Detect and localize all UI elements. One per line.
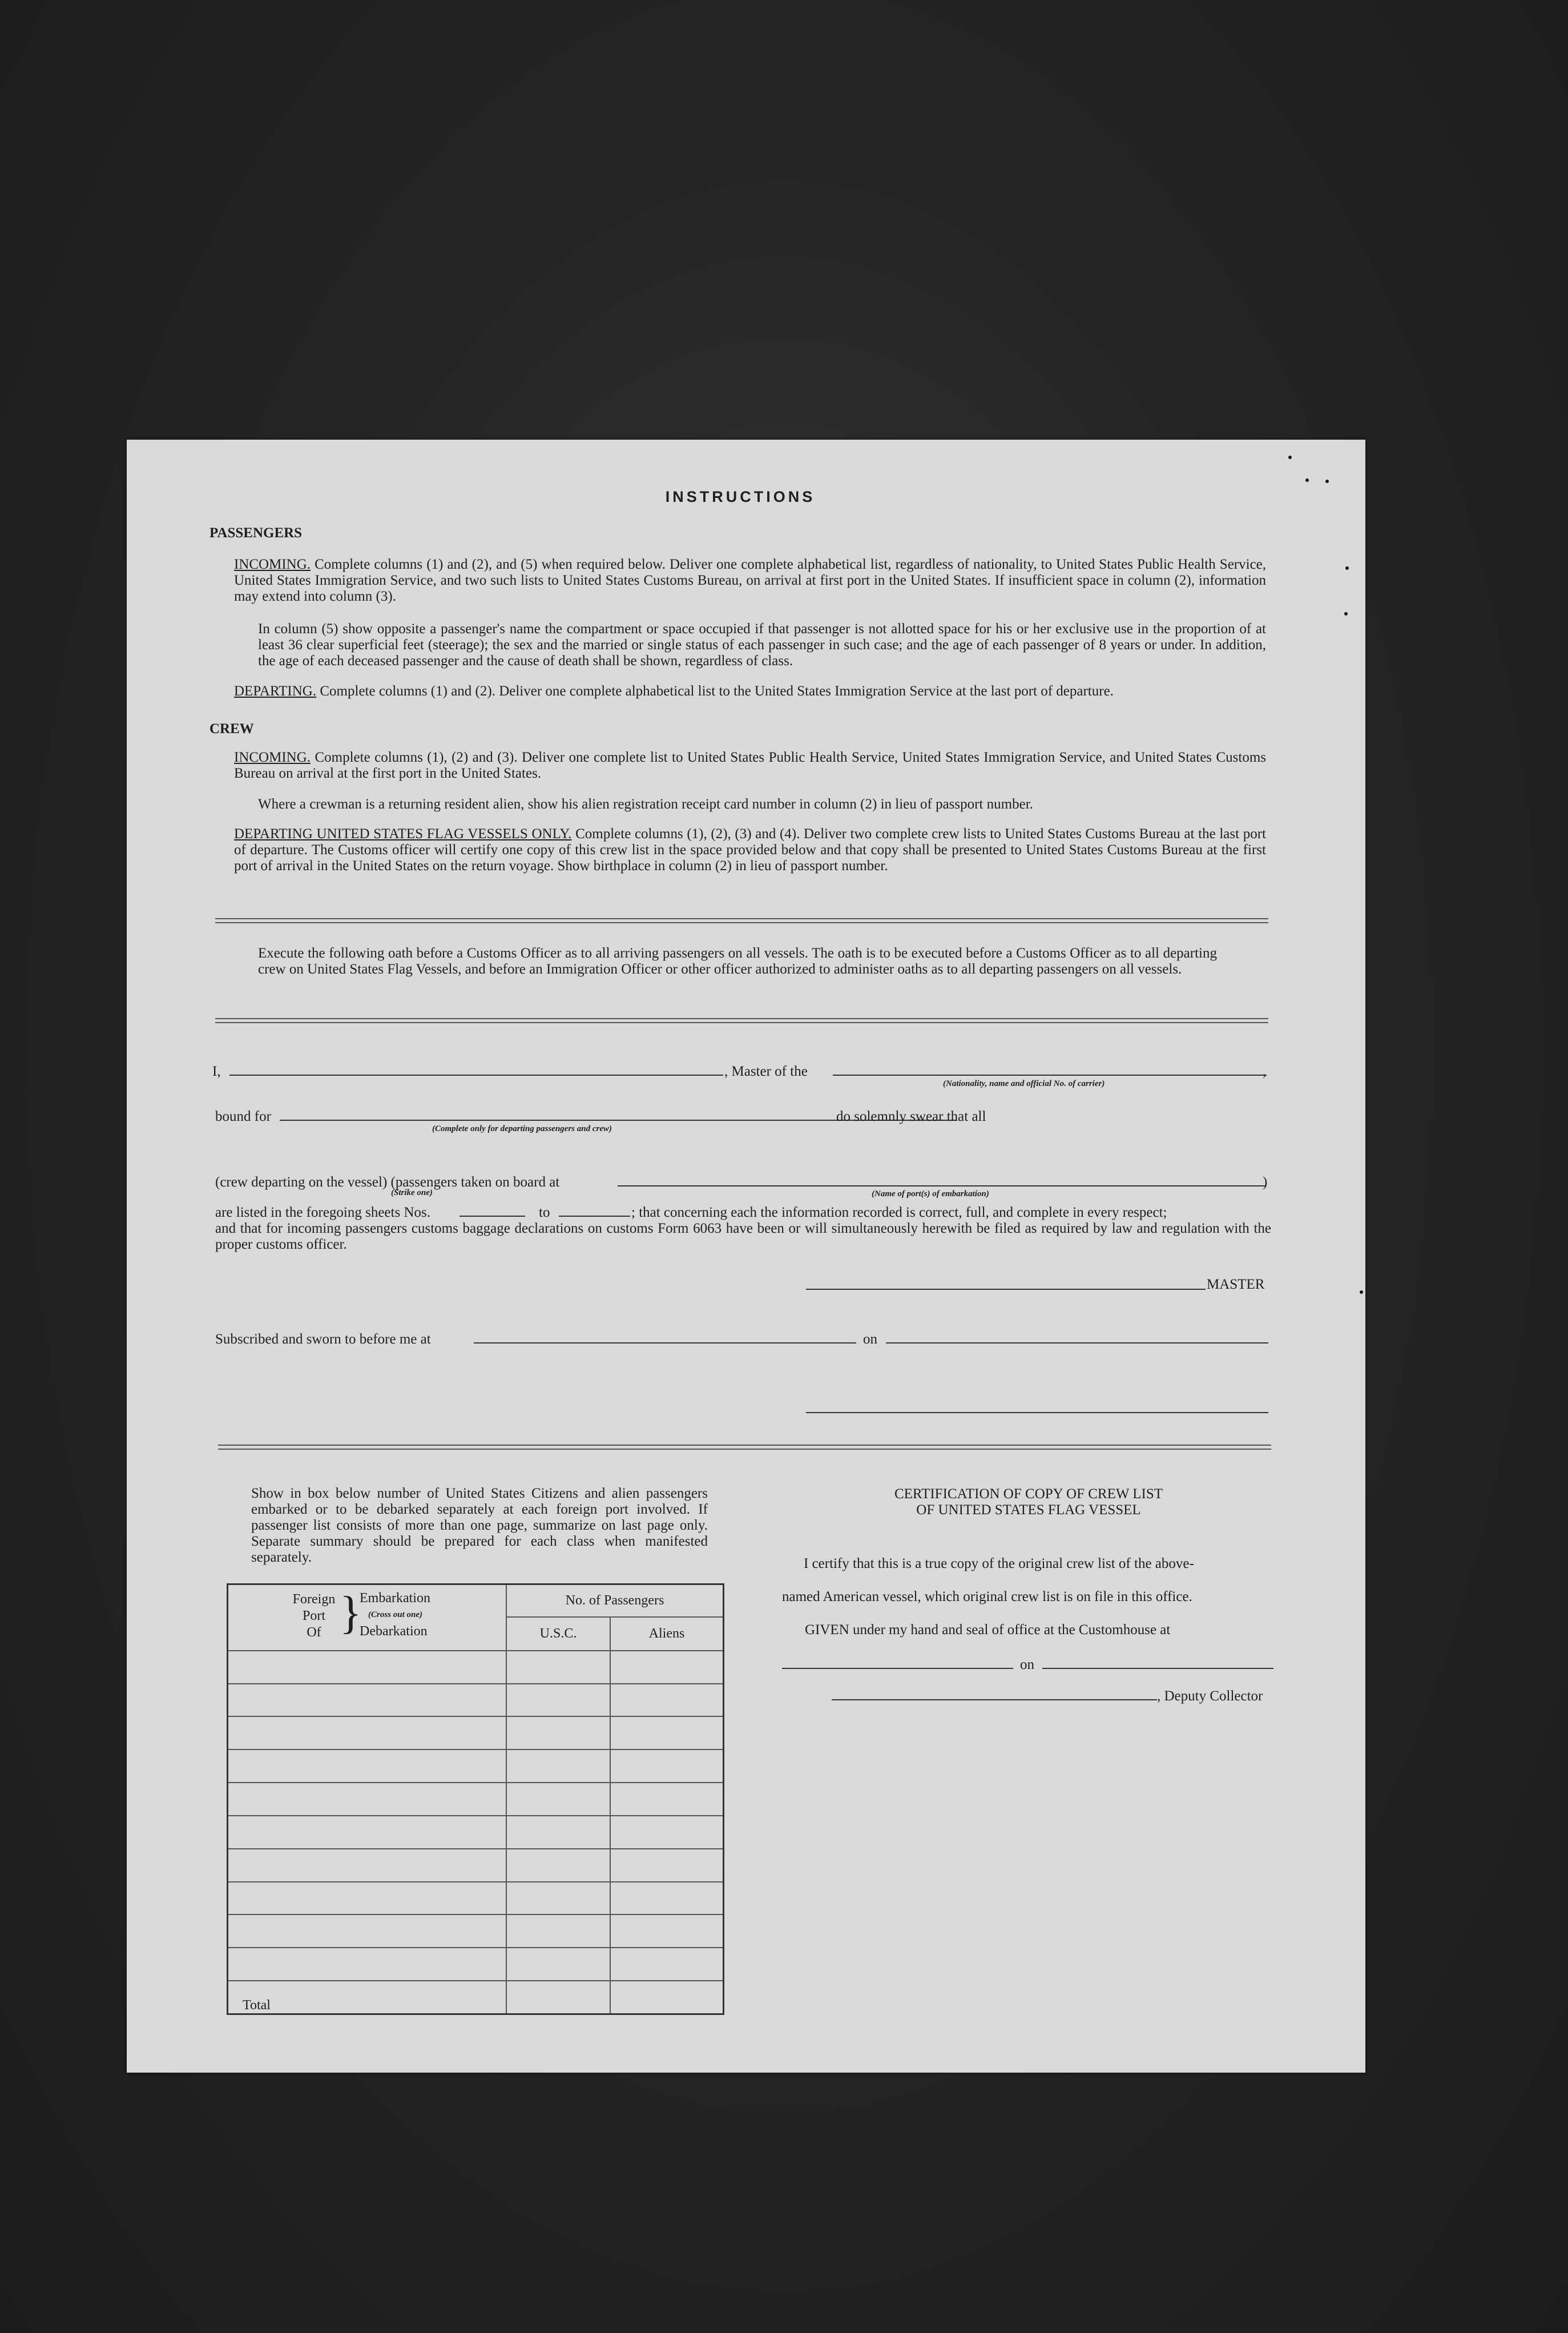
aliens-cell[interactable] [610,1816,724,1849]
crew-incoming-paragraph [234,750,1266,782]
port-cell[interactable] [228,1948,507,1981]
port-cell[interactable] [228,1684,507,1717]
officer-signature-field[interactable] [806,1412,1268,1413]
certification-title [823,1486,1234,1518]
aliens-cell[interactable] [610,1783,724,1816]
given-text: GIVEN under my hand and seal of office at the Customhouse at [805,1622,1171,1638]
passenger-summary-table [227,1583,724,2015]
divider-1 [215,918,1268,923]
sheet-to-field[interactable] [559,1216,630,1217]
master-label: MASTER [1207,1277,1265,1292]
master-name-field[interactable] [229,1075,723,1076]
sheets-label: are listed in the foregoing sheets Nos. [215,1205,430,1220]
bound-for-label: bound for [215,1109,271,1124]
usc-cell[interactable] [506,1816,610,1849]
passengers-departing-paragraph [234,683,1266,699]
master-signature-field[interactable] [806,1289,1206,1290]
crew-departing-paragraph [234,826,1266,874]
crew-resident-paragraph: Where a crewman is a returning resident alien, show his alien registration receipt card number in column (2) in lieu of passport number. [258,797,1033,812]
crew-choice-label: (crew departing on the vessel) (passengers taken on board at [215,1174,560,1190]
usc-cell[interactable] [506,1849,610,1882]
total-label: Total [228,1981,507,2014]
carrier-field[interactable] [833,1075,1267,1076]
ports-hint: (Name of port(s) of embarkation) [872,1189,989,1198]
port-cell[interactable] [228,1816,507,1849]
aliens-cell[interactable] [610,1948,724,1981]
certification-date-field[interactable] [1042,1668,1273,1669]
subscribed-label: Subscribed and sworn to before me at [215,1332,431,1347]
embarkation-label: Embarkation [360,1590,430,1606]
oath-i-label: I, [212,1064,221,1079]
aliens-header: Aliens [610,1617,724,1651]
passengers-incoming-text: Complete columns (1) and (2), and (5) when required below. Deliver one complete alphabetical list, regardless of nationality, to United States Public Health Service, United States Immigration Service, and two such lists to United States Customs Bureau, on arrival at first port in the United States. If insufficient space in column (2), information may extend into column (3). [234,557,1267,604]
usc-cell[interactable] [506,1749,610,1783]
carrier-hint: (Nationality, name and official No. of carrier) [943,1079,1105,1088]
customhouse-field[interactable] [782,1668,1013,1669]
deputy-collector-label: , Deputy Collector [1157,1688,1263,1704]
crew-incoming-text: Complete columns (1), (2) and (3). Deliver one complete list to United States Public Health Service, United States Immigration Service, and United States Customs Bureau on arrival at the first port in the United States. [234,750,1266,781]
usc-cell[interactable] [506,1882,610,1915]
port-cell[interactable] [228,1914,507,1948]
foreign-label: Foreign [292,1591,336,1607]
aliens-cell[interactable] [610,1914,724,1948]
aliens-cell[interactable] [610,1684,724,1717]
certification-title-line1: CERTIFICATION OF COPY OF CREW LIST [894,1486,1163,1502]
cross-out-hint: (Cross out one) [368,1610,423,1619]
embarkation-ports-field[interactable] [618,1185,1266,1186]
strike-one-hint: (Strike one) [391,1188,433,1197]
crew-departing-label: DEPARTING UNITED STATES FLAG VESSELS ONLY. [234,826,572,842]
sworn-date-field[interactable] [886,1342,1268,1344]
passengers-incoming-paragraph [234,557,1266,605]
usc-cell[interactable] [506,1914,610,1948]
aliens-cell[interactable] [610,1749,724,1783]
certification-on-label: on [1020,1657,1034,1672]
summary-instruction: Show in box below number of United States Citizens and alien passengers embarked or to be debarked separately at each foreign port involved. If passenger list consists of more than one page, summarize on last page only. Separate summary should be prepared for each class when manifested separately. [251,1486,708,1565]
sheets-text: ; that concerning each the information recorded is correct, full, and complete in every respect; [631,1205,1167,1220]
oath-instruction: Execute the following oath before a Customs Officer as to all arriving passengers on all vessels. The oath is to be executed before a Customs Officer as to all departing crew on United States Flag Vessels, and before an Immigration Officer or other officer authorized to administer oaths as to all departing passengers on all vessels. [258,946,1217,977]
aliens-cell[interactable] [610,1651,724,1684]
bound-for-hint: (Complete only for departing passengers and crew) [432,1124,612,1133]
scan-mark [1345,566,1349,570]
crew-heading: CREW [209,721,254,737]
passengers-heading: PASSENGERS [209,525,303,541]
to-label: to [539,1205,550,1220]
usc-cell[interactable] [506,1651,610,1684]
usc-cell[interactable] [506,1716,610,1749]
sworn-on-label: on [863,1332,877,1347]
certify-text: I certify that this is a true copy of the original crew list of the above- [804,1556,1194,1571]
aliens-total-cell[interactable] [610,1981,724,2014]
port-cell[interactable] [228,1783,507,1816]
crew-departing-text: Complete columns (1), (2), (3) and (4). Deliver two complete crew lists to United States Customs Bureau at the last port of departure. The Customs officer will certify one copy of this crew list in the space provided below and that copy shall be presented to United States Customs Bureau at the first port of arrival in the United States on the return voyage. Show birthplace in column (2) in lieu of passport number. [234,826,1266,874]
foreign-port-header: Foreign Port Of } Embarkation (Cross out one) Debarkation [228,1584,507,1651]
divider-3 [218,1445,1271,1450]
usc-total-cell[interactable] [506,1981,610,2014]
scan-mark [1305,478,1309,482]
aliens-cell[interactable] [610,1849,724,1882]
aliens-cell[interactable] [610,1882,724,1915]
sheet-from-field[interactable] [459,1216,525,1217]
divider-2 [215,1018,1268,1023]
port-cell[interactable] [228,1749,507,1783]
scan-mark [1344,612,1348,616]
port-cell[interactable] [228,1882,507,1915]
swear-label: do solemnly swear that all [836,1109,986,1124]
port-cell[interactable] [228,1716,507,1749]
of-label: Of [307,1624,321,1640]
passengers-departing-text: Complete columns (1) and (2). Deliver one complete alphabetical list to the United States Immigration Service at the last port of departure. [320,683,1114,699]
close-paren: ) [1263,1174,1268,1190]
passengers-column5-paragraph: In column (5) show opposite a passenger's name the compartment or space occupied if that passenger is not allotted space for his or her exclusive use in the proportion of at least 36 clear superficial feet (steerage); the sex and the married or single status of each passenger in such case; and the age of each passenger of 8 years or under. In addition, the age of each deceased passenger and the cause of death shall be shown, regardless of class. [258,621,1266,669]
deputy-collector-signature-field[interactable] [832,1699,1157,1700]
oath-body-text: and that for incoming passengers customs baggage declarations on customs Form 6063 have been or will simultaneously herewith be filed as required by law and regulation with the proper customs officer. [215,1221,1271,1252]
page-title: INSTRUCTIONS [665,488,816,505]
port-cell[interactable] [228,1849,507,1882]
usc-cell[interactable] [506,1783,610,1816]
aliens-cell[interactable] [610,1716,724,1749]
form-sheet: INSTRUCTIONS PASSENGERS INCOMING. Complete columns (1) and (2), and (5) when required below. Deliver one complete alphabetical list, regardless of nationality, to United States Public Health Service, United States Immigration Service, and two such lists to United States Customs Bureau, on arrival at first port in the United States. If insufficient space in column (2), information may extend into column (3). In column (5) show opposite a passenger's name the compartment or space occupied if that passenger is not allotted space for his or her exclusive use in the proportion of at least 36 clear superficial feet (steerage); the sex and the married or single status of each passenger in such case; and the age of each passenger of 8 years or under. In addition, the age of each deceased passenger and the cause of death shall be shown, regardless of class. DEPARTING. Complete columns (1) and (2). Deliver one complete alphabetical list to the United States Immigration Service at the last port of departure. CREW INCOMING. Complete columns (1), (2) and (3). Deliver one complete list to United States Public Health Service, United States Immigration Service, and United States Customs Bureau on arrival at the first port in the United States. Where a crewman is a returning resident alien, show his alien registration receipt card number in column (2) in lieu of passport number. DEPARTING UNITED STATES FLAG VESSELS ONLY. Complete columns (1), (2), (3) and (4). Deliver two complete crew lists to United States Customs Bureau at the last port of departure. The Customs officer will certify one copy of this crew list in the space provided below and that copy shall be presented to United States Customs Bureau at the first port of arrival in the United States on the return voyage. Show birthplace in column (2) in lieu of passport number. Execute the following oath before a Customs Officer as to all arriving passengers on all vessels. The oath is to be executed before a Customs Officer as to all departing crew on United States Flag Vessels, and before an Immigration Officer or other officer authorized to administer oaths as to all departing passengers on all vessels. I, , Master of the , (Nationality, name and official No. of carrier) bound for (Complete only for departing passengers and crew) do solemnly swear that all (crew departing on the vessel) (passengers taken on board at ) (Strike one) (Name of port(s) of embarkation) are listed in the foregoing sheets Nos. to ; that concerning each the information recorded is correct, full, and complete in every respect; and that for incoming passengers customs baggage declarations on customs Form 6063 have been or will simultaneously herewith be filed as required by law and regulation with the proper customs officer. MASTER Subscribed and sworn to before me at on Show in box below number of United States Citizens and alien passengers embarked or to be debarked separately at each foreign port involved. If passenger list consists of more than one page, summarize on last page only. Separate summary should be prepared for each class when manifested separately. Foreign Port Of } Embarkation (Cross out one) Debarkation No. of Passengers U.S.C. Aliens Total CERTIFICATION OF COPY OF CREW LIST OF UNITED STATES FLAG VESSEL I certify that this is a true copy of the original crew list of the above- named American vessel, which original crew list is on file in this office. GIVEN under my hand and seal of office at the Customhouse at on , Deputy Collector [127,440,1365,2073]
usc-cell[interactable] [506,1684,610,1717]
passengers-departing-label: DEPARTING. [234,683,317,699]
scan-mark [1288,456,1292,459]
scan-mark [1360,1290,1363,1294]
sworn-place-field[interactable] [474,1342,856,1344]
no-passengers-header: No. of Passengers [506,1584,724,1617]
named-vessel-text: named American vessel, which original crew list is on file in this office. [782,1589,1192,1604]
debarkation-label: Debarkation [360,1623,428,1639]
usc-cell[interactable] [506,1948,610,1981]
crew-incoming-label: INCOMING. [234,750,311,765]
master-of-label: , Master of the [724,1064,808,1079]
passengers-incoming-label: INCOMING. [234,557,311,572]
certification-title-line2: OF UNITED STATES FLAG VESSEL [916,1502,1141,1518]
port-cell[interactable] [228,1651,507,1684]
scan-mark [1325,480,1329,483]
usc-header: U.S.C. [506,1617,610,1651]
port-label: Port [302,1608,325,1623]
